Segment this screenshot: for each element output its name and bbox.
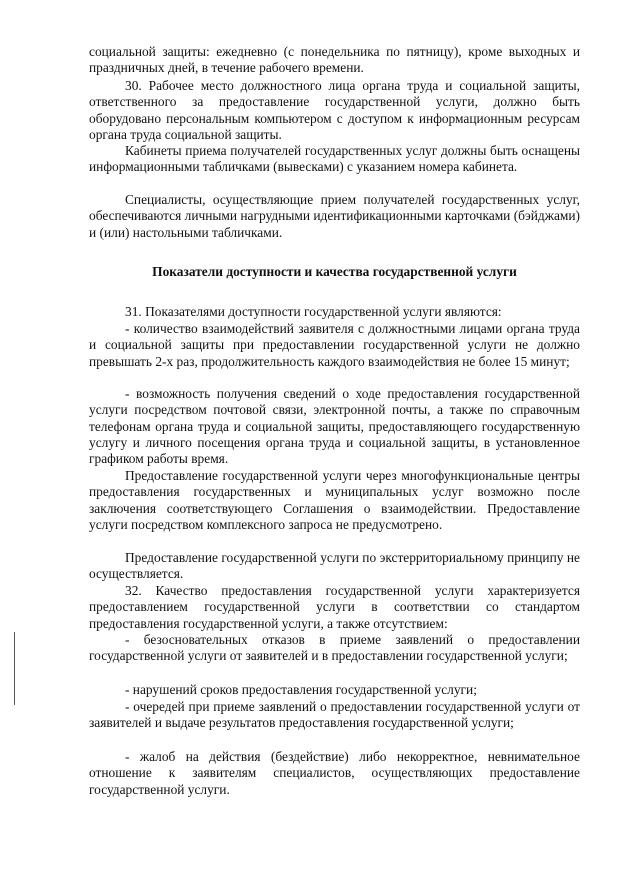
paragraph-31: 31. Показателями доступности государственной услуги являются: [125, 304, 502, 319]
paragraph-32-item-1: - безосновательных отказов в приеме заявлений о предоставлении государственной услуги от заявителей и в предоставлении государственной услуги; [89, 632, 580, 664]
paragraph-specialists: Специалисты, осуществляющие прием получателей государственных услуг, обеспечиваются личными нагрудными идентификационными карточками (бэйджами) и (или) настольными табличками. [89, 192, 580, 240]
paragraph-32-item-2: - нарушений сроков предоставления государственной услуги; [125, 682, 477, 697]
paragraph-mfc: Предоставление государственной услуги через многофункциональные центры предоставления государственных и муниципальных услуг возможно после заключения соответствующего Соглашения о взаимодействии. Предоставление услуги посредством комплексного запроса не предусмотрено. [89, 468, 580, 532]
paragraph-31-item-2: - возможность получения сведений о ходе предоставления государственной услуги посредством почтовой связи, электронной почты, а также по справочным телефонам органа труда и социальной защиты, предоставляющего государственную услугу и личного посещения органа труда и социальной защиты, в установленное графиком работы время. [89, 386, 580, 467]
paragraph-32: 32. Качество предоставления государственной услуги характеризуется предоставлением государственной услуги в соответствии со стандартом предоставления государственной услуги, а также отсутствием: [89, 583, 580, 631]
paragraph-intro: социальной защиты: ежедневно (с понедельника по пятницу), кроме выходных и праздничных дней, в течение рабочего времени. [89, 44, 580, 76]
section-heading: Показатели доступности и качества государственной услуги [152, 264, 517, 279]
paragraph-30: 30. Рабочее место должностного лица органа труда и социальной защиты, ответственного за предоставление государственной услуги, должно быть оборудовано персональным компьютером с доступом к информационным ресурсам органа труда социальной защиты. [89, 78, 580, 142]
paragraph-32-item-4: - жалоб на действия (бездействие) либо некорректное, невнимательное отношение к заявителям специалистов, осуществляющих предоставление государственной услуги. [89, 749, 580, 797]
paragraph-cabinets: Кабинеты приема получателей государственных услуг должны быть оснащены информационными табличками (вывесками) с указанием номера кабинета. [89, 143, 580, 175]
paragraph-31-item-1: - количество взаимодействий заявителя с должностными лицами органа труда и социальной защиты при предоставлении государственной услуги не должно превышать 2-х раз, продолжительность каждого взаимодействия не более 15 минут; [89, 321, 580, 369]
paragraph-32-item-3: - очередей при приеме заявлений о предоставлении государственной услуги от заявителей и выдаче результатов предоставления государственной услуги; [89, 699, 580, 731]
paragraph-exterritorial: Предоставление государственной услуги по экстерриториальному принципу не осуществляется. [89, 550, 580, 582]
margin-mark [14, 632, 15, 705]
